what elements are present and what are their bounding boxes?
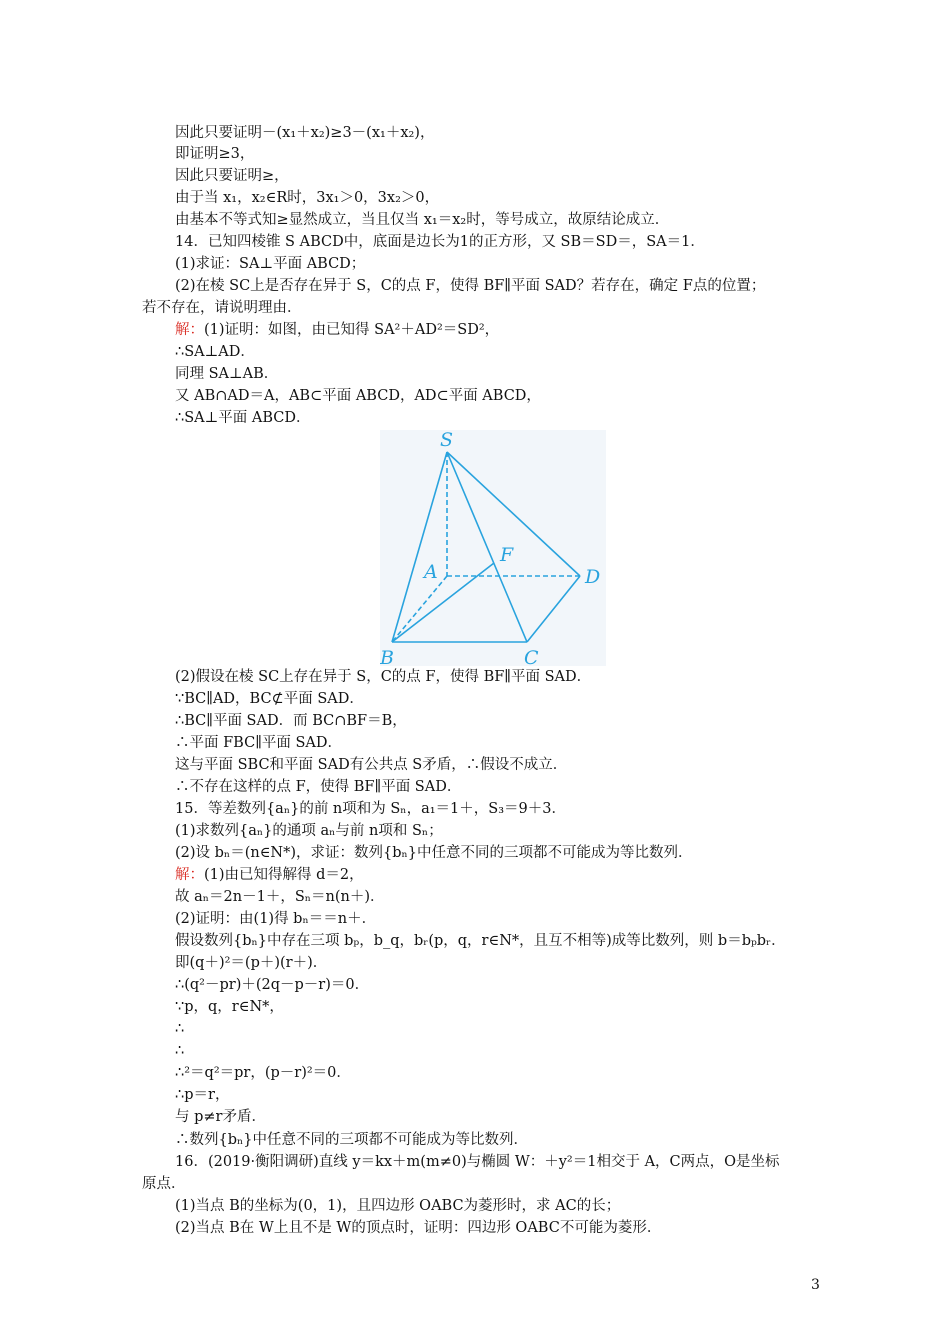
text-line: 这与平面 SBC和平面 SAD有公共点 S矛盾，∴假设不成立． [175, 757, 568, 773]
text-span: (1)由已知得解得 d＝2， [204, 867, 364, 883]
text-line: ∵p，q，r∈N*， [175, 999, 284, 1015]
text-line: 因此只要证明≥， [175, 168, 289, 184]
solution-line [175, 865, 364, 885]
text-line: 故 aₙ＝2n－1＋，Sₙ＝n(n＋)． [175, 889, 385, 905]
problem-15-title: 15．等差数列{aₙ}的前 n项和为 Sₙ，a₁＝1＋，S₃＝9＋3． [175, 801, 566, 817]
text-line: (2)假设在棱 SC上存在异于 S，C的点 F，使得 BF∥平面 SAD． [175, 669, 592, 685]
text-line: (1)求数列{aₙ}的通项 aₙ与前 n项和 Sₙ； [175, 823, 443, 839]
text-line: 因此只要证明－(x₁＋x₂)≥3－(x₁＋x₂)， [175, 125, 435, 141]
text-line: 同理 SA⊥AB． [175, 366, 279, 382]
text-line: ∴ [175, 1021, 185, 1037]
text-line: 即(q＋)²＝(p＋)(r＋)． [175, 955, 328, 971]
text-line: (2)在棱 SC上是否存在异于 S，C的点 F，使得 BF∥平面 SAD？若存在，确定 F点的位置； [175, 278, 766, 294]
text-line: 与 p≠r矛盾． [175, 1109, 266, 1125]
label-b: B [380, 647, 394, 666]
text-line: ∴BC∥平面 SAD．而 BC∩BF＝B， [175, 713, 407, 729]
text-line: ∴SA⊥平面 ABCD． [175, 410, 311, 426]
page-number: 3 [811, 1277, 820, 1293]
problem-14-title: 14．已知四棱锥 S ABCD中，底面是边长为1的正方形，又 SB＝SD＝，SA＝1． [175, 234, 705, 250]
text-line: ∴(q²－pr)＋(2q－p－r)＝0． [175, 977, 370, 993]
text-line: ∴p＝r， [175, 1087, 230, 1103]
pyramid-figure [380, 430, 606, 666]
text-line: (2)设 bₙ＝(n∈N*)，求证：数列{bₙ}中任意不同的三项都不可能成为等比数列． [175, 845, 693, 861]
text-line: 原点． [142, 1176, 186, 1192]
text-line: ∵BC∥AD，BC⊄平面 SAD． [175, 691, 364, 707]
solution-label: 解： [175, 322, 204, 338]
label-c: C [524, 647, 539, 666]
text-span: (1)证明：如图，由已知得 SA²＋AD²＝SD²， [204, 322, 500, 338]
label-d: D [585, 566, 601, 588]
text-line: ∴SA⊥AD． [175, 344, 255, 360]
text-line: ∴平面 FBC∥平面 SAD． [175, 735, 343, 751]
text-line: (2)当点 B在 W上且不是 W的顶点时，证明：四边形 OABC不可能为菱形． [175, 1220, 662, 1236]
text-line: 由于当 x₁，x₂∈R时，3x₁＞0，3x₂＞0， [175, 190, 440, 206]
text-line: ∴ [175, 1043, 185, 1059]
label-a: A [424, 561, 438, 583]
text-line: 由基本不等式知≥显然成立，当且仅当 x₁＝x₂时，等号成立，故原结论成立． [175, 212, 670, 228]
label-f: F [500, 544, 514, 566]
text-line: 若不存在，请说明理由． [142, 300, 302, 316]
text-line: ∴不存在这样的点 F，使得 BF∥平面 SAD． [175, 779, 462, 795]
text-line: (2)证明：由(1)得 bₙ＝＝n＋． [175, 911, 377, 927]
text-line: 又 AB∩AD＝A，AB⊂平面 ABCD，AD⊂平面 ABCD， [175, 388, 541, 404]
figure-background [380, 430, 606, 666]
solution-label: 解： [175, 867, 204, 883]
text-line: 假设数列{bₙ}中存在三项 bₚ，b_q，bᵣ(p，q，r∈N*，且互不相等)成等比数列，则 b＝bₚbᵣ． [175, 933, 786, 949]
solution-line [175, 320, 499, 340]
text-line: ∴数列{bₙ}中任意不同的三项都不可能成为等比数列． [175, 1132, 529, 1148]
problem-16-title: 16．(2019·衡阳调研)直线 y＝kx＋m(m≠0)与椭圆 W：＋y²＝1相交于 A，C两点，O是坐标 [175, 1154, 780, 1170]
text-line: ∴²＝q²＝pr，(p－r)²＝0． [175, 1065, 351, 1081]
text-line: 即证明≥3， [175, 146, 255, 162]
label-s: S [440, 430, 454, 451]
text-line: (1)当点 B的坐标为(0，1)，且四边形 OABC为菱形时，求 AC的长； [175, 1198, 621, 1214]
text-line: (1)求证：SA⊥平面 ABCD； [175, 256, 366, 272]
